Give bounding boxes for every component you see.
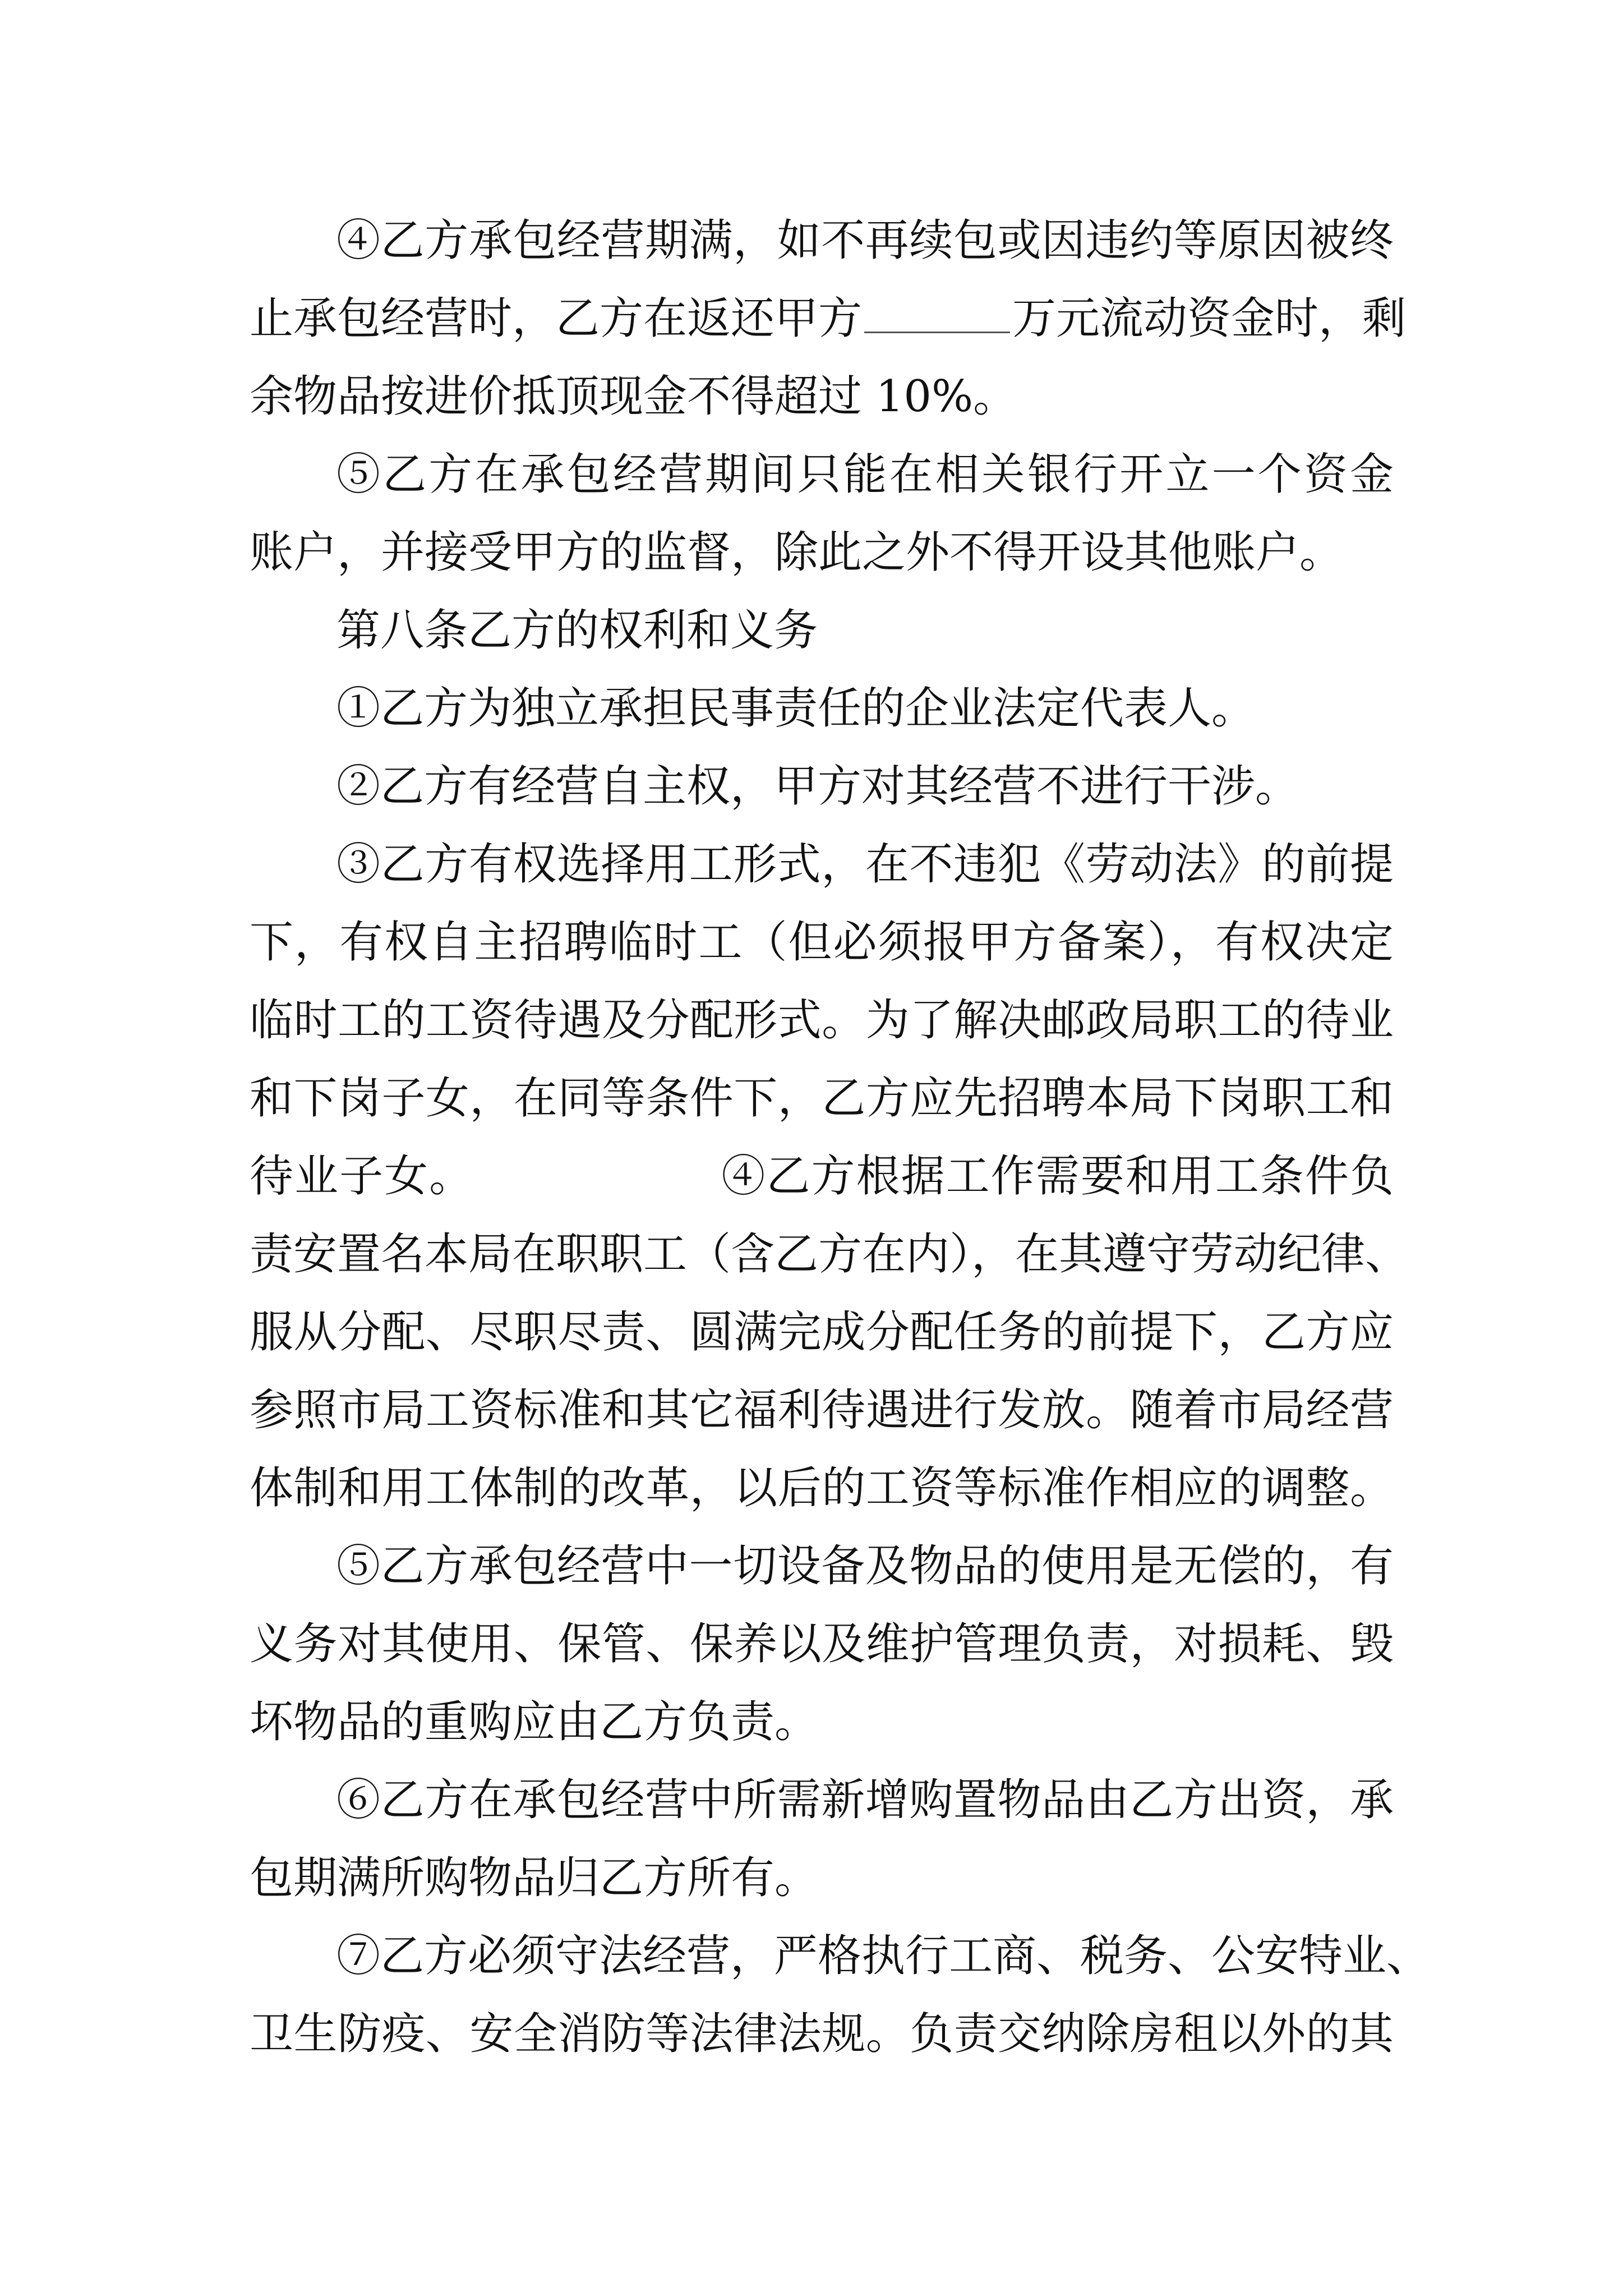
paragraph-line: 余物品按进价抵顶现金不得超过 10%。 [250,371,1017,422]
paragraph-line [250,280,1407,358]
fill-in-blank [864,298,1010,333]
paragraph-line: ⑦乙方必须守法经营，严格执行工商、税务、公安特业、 [336,1931,1431,1981]
paragraph-line: 和下岗子女，在同等条件下，乙方应先招聘本局下岗职工和 [250,1073,1394,1124]
paragraph-line: ⑥乙方在承包经营中所需新增购置物品由乙方出资，承 [336,1775,1394,1825]
paragraph-line: ①乙方为独立承担民事责任的企业法定代表人。 [336,683,1256,734]
line-segment: 止承包经营时，乙方在返还甲方 [250,293,863,344]
paragraph-line: 义务对其使用、保管、保养以及维护管理负责，对损耗、毁 [250,1619,1394,1669]
paragraph-line: ③乙方有权选择用工形式，在不违犯《劳动法》的前提 [336,839,1394,890]
paragraph-line: 卫生防疫、安全消防等法律法规。负责交纳除房租以外的其 [250,2009,1394,2059]
paragraph-line: 临时工的工资待遇及分配形式。为了解决邮政局职工的待业 [250,995,1394,1046]
paragraph-line: 账户，并接受甲方的监督，除此之外不得开设其他账户。 [250,527,1344,578]
paragraph-line: 体制和用工体制的改革，以后的工资等标准作相应的调整。 [250,1463,1394,1513]
paragraph-line: 参照市局工资标准和其它福利待遇进行发放。随着市局经营 [250,1385,1394,1435]
paragraph-line: 坏物品的重购应由乙方负责。 [250,1697,819,1747]
paragraph-line: ⑤乙方在承包经营期间只能在相关银行开立一个资金 [336,449,1394,500]
document-body [250,202,1431,2073]
paragraph-line: 待业子女。 ④乙方根据工作需要和用工条件负 [250,1151,1394,1202]
line-segment: 万元流动资金时，剩 [1012,293,1407,344]
section-heading: 第八条乙方的权利和义务 [336,605,818,656]
paragraph-line: ④乙方承包经营期满，如不再续包或因违约等原因被终 [336,215,1394,266]
paragraph-line: ⑤乙方承包经营中一切设备及物品的使用是无偿的，有 [336,1541,1394,1591]
paragraph-line: 包期满所购物品归乙方所有。 [250,1853,819,1903]
paragraph-line: 下，有权自主招聘临时工（但必须报甲方备案），有权决定 [250,917,1394,968]
paragraph-line: 服从分配、尽职尽责、圆满完成分配任务的前提下，乙方应 [250,1307,1394,1358]
paragraph-line: ②乙方有经营自主权，甲方对其经营不进行干涉。 [336,761,1299,812]
paragraph-line: 责安置名本局在职职工（含乙方在内），在其遵守劳动纪律、 [250,1229,1409,1280]
